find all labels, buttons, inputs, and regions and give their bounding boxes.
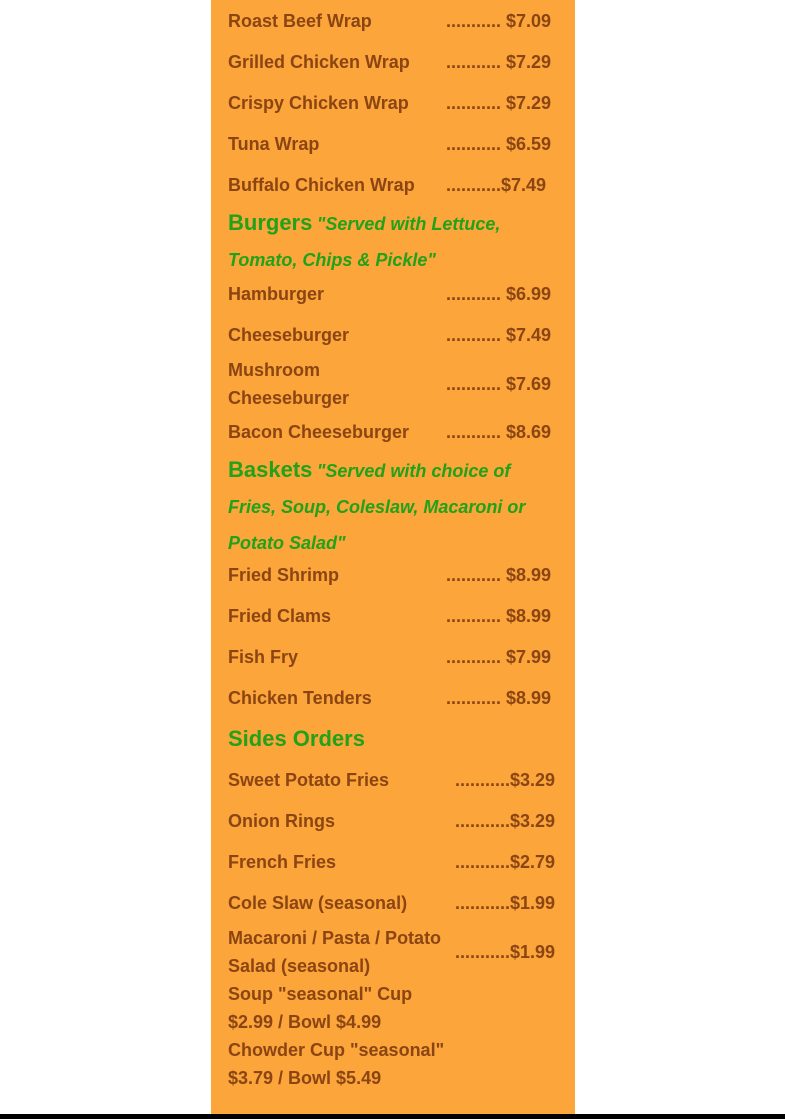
bottom-bar bbox=[0, 1114, 785, 1119]
menu-item-price: ...........$1.99 bbox=[455, 942, 556, 962]
menu-item-name: Sweet Potato Fries bbox=[228, 770, 390, 790]
section-heading-burgers bbox=[228, 206, 548, 279]
menu-item-name: Macaroni / Pasta / Potato Salad (seasonal) bbox=[228, 928, 442, 976]
menu-item-price: ...........$2.79 bbox=[455, 852, 556, 872]
section-heading-baskets bbox=[228, 453, 548, 562]
menu-item-name: Fried Shrimp bbox=[228, 565, 340, 585]
menu-item-price: ........... $8.99 bbox=[446, 565, 552, 585]
menu-item-price: ........... $7.69 bbox=[446, 374, 552, 394]
menu-item-price: ........... $7.49 bbox=[446, 325, 552, 345]
menu-item-name: Tuna Wrap bbox=[228, 134, 320, 154]
menu-item-price: ........... $6.59 bbox=[446, 134, 552, 154]
section-title: Sides Orders bbox=[228, 726, 365, 751]
menu-item-name: Crispy Chicken Wrap bbox=[228, 93, 409, 113]
menu-item-price: ........... $6.99 bbox=[446, 284, 552, 304]
menu-item-name: Fish Fry bbox=[228, 647, 299, 667]
menu-item-name: Cole Slaw (seasonal) bbox=[228, 893, 408, 913]
menu-item-price: ........... $7.29 bbox=[446, 52, 552, 72]
menu-item-price: ...........$1.99 bbox=[455, 893, 556, 913]
menu-item-price: ...........$7.49 bbox=[446, 175, 547, 195]
menu-item-name: Buffalo Chicken Wrap bbox=[228, 175, 415, 195]
menu-item-name: Grilled Chicken Wrap bbox=[228, 52, 410, 72]
section-title: Baskets bbox=[228, 457, 313, 482]
menu-item-price: ........... $7.99 bbox=[446, 647, 552, 667]
section-note: "Served with Lettuce, Tomato, Chips & Pickle" bbox=[228, 214, 501, 270]
menu-item-name: Roast Beef Wrap bbox=[228, 11, 372, 31]
menu-item-price: ...........$3.29 bbox=[455, 811, 556, 831]
section-heading-sides bbox=[228, 722, 548, 759]
section-note: "Served with choice of Fries, Soup, Coleslaw, Macaroni or Potato Salad" bbox=[228, 461, 526, 553]
menu-item-price: ........... $8.99 bbox=[446, 606, 552, 626]
menu-item-name: Onion Rings bbox=[228, 811, 335, 831]
soup-item: Soup "seasonal" Cup $2.99 / Bowl $4.99 bbox=[228, 984, 413, 1032]
menu-item-name: Mushroom Cheeseburger bbox=[228, 360, 350, 408]
menu-item-name: Bacon Cheeseburger bbox=[228, 422, 410, 442]
menu-item-price: ........... $8.99 bbox=[446, 688, 552, 708]
menu-item-price: ...........$3.29 bbox=[455, 770, 556, 790]
menu-item-price: ........... $7.09 bbox=[446, 11, 552, 31]
menu-item-price: ........... $8.69 bbox=[446, 422, 552, 442]
menu-item-price: ........... $7.29 bbox=[446, 93, 552, 113]
menu-item-name: Hamburger bbox=[228, 284, 325, 304]
menu-item-name: Fried Clams bbox=[228, 606, 332, 626]
section-title: Burgers bbox=[228, 210, 313, 235]
menu-item-name: Cheeseburger bbox=[228, 325, 350, 345]
chowder-item: Chowder Cup "seasonal" $3.79 / Bowl $5.49 bbox=[228, 1040, 445, 1088]
menu-item-name: Chicken Tenders bbox=[228, 688, 372, 708]
menu-item-name: French Fries bbox=[228, 852, 337, 872]
